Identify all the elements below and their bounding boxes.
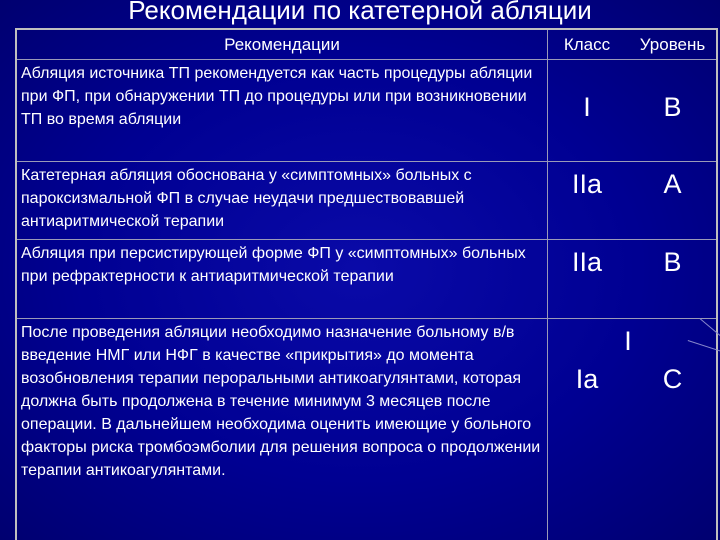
table-row (17, 240, 716, 318)
class-value: IIa (571, 247, 603, 277)
table-row (17, 319, 716, 540)
level-value: A (663, 169, 682, 199)
recommendation-text: Катетерная абляция обоснована у «симптомных» больных с пароксизмальной ФП в случае неудачи предшествовавшей антиаритмической терапии (21, 167, 472, 230)
class-value: Ia (575, 364, 599, 394)
level-extra-value: I (624, 326, 632, 356)
table-row (17, 60, 716, 161)
level-value: C (662, 364, 683, 394)
recommendation-text: После проведения абляции необходимо назначение больному в/в введение НМГ или НФГ в качестве «прикрытия» до момента возобновления терапии пероральными антикоагулянтами, которая должна быть продолжена в течение минимум 3 месяцев после операции. В дальнейшем необходима оценить имеющие у больного факторы риска тромбоэмболии для решения вопроса о продолжении терапии антикоагулянтами. (21, 324, 541, 479)
slide-title: Рекомендации по катетерной абляции (128, 0, 592, 25)
table-row (17, 162, 716, 239)
header-class: Класс (563, 35, 611, 54)
level-value: B (663, 92, 682, 122)
class-value: I (583, 92, 591, 122)
header-level: Уровень (639, 35, 706, 54)
recommendation-text: Абляция при персистирующей форме ФП у «симптомных» больных при рефрактерности к антиаритмической терапии (21, 245, 526, 285)
header-recommendations: Рекомендации (224, 35, 340, 54)
level-value: B (663, 247, 682, 277)
recommendations-table (15, 28, 718, 540)
class-value: IIa (571, 169, 603, 199)
recommendation-text: Абляция источника ТП рекомендуется как часть процедуры абляции при ФП, при обнаружении ТП до процедуры или при возникновении ТП во время абляции (21, 65, 533, 128)
